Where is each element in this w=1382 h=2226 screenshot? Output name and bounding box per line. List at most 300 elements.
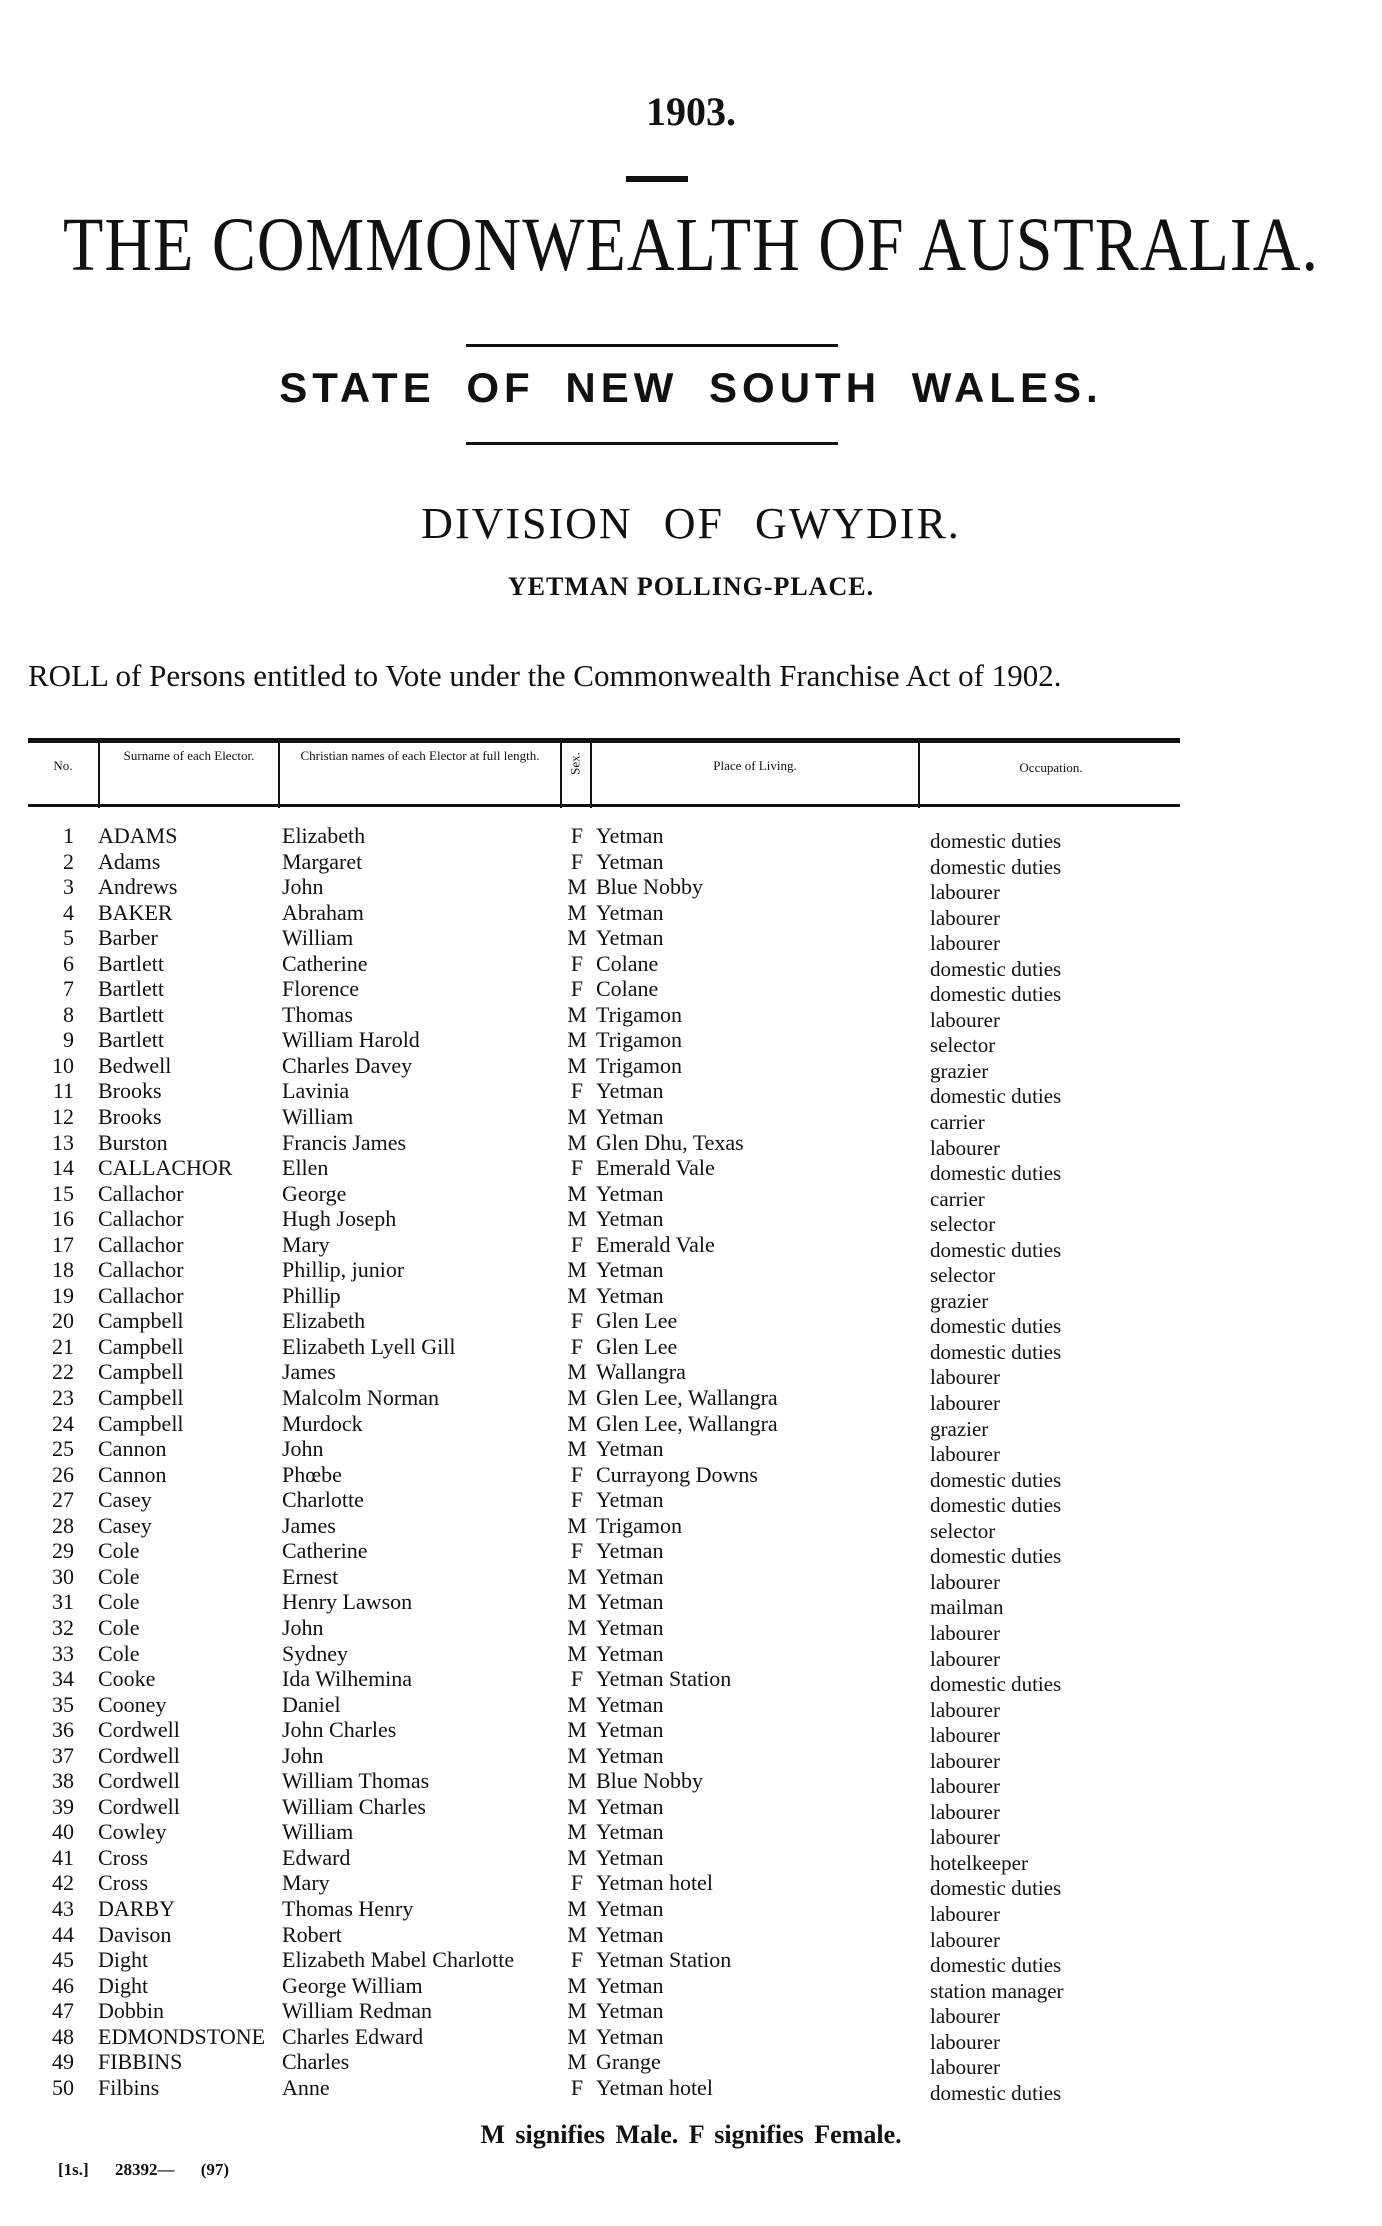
elector-occupation: grazier [930,1058,989,1083]
elector-sex: M [567,1614,587,1640]
elector-sex: M [567,1640,587,1666]
elector-surname: Cordwell [98,1742,180,1768]
elector-christian-names: Hugh Joseph [282,1206,397,1232]
elector-sex: M [567,1180,587,1206]
elector-place-of-living: Yetman [596,1972,664,1998]
elector-surname: Cordwell [98,1717,180,1743]
elector-occupation: domestic duties [930,2080,1062,2105]
elector-occupation: labourer [930,931,1000,956]
elector-christian-names: John [282,874,324,900]
elector-christian-names: Charles [282,2049,350,2075]
table-row [0,1972,1382,2003]
elector-christian-names: William [282,1819,354,1845]
elector-place-of-living: Yetman [596,1921,664,1947]
elector-christian-names: Mary [282,1870,330,1896]
elector-sex: M [567,1027,587,1053]
elector-occupation: labourer [930,1620,1000,1645]
elector-place-of-living: Emerald Vale [596,1231,715,1257]
elector-sex: M [567,1921,587,1947]
elector-place-of-living: Glen Dhu, Texas [596,1129,744,1155]
elector-occupation: labourer [930,1391,1000,1416]
elector-christian-names: Thomas [282,1001,353,1027]
elector-number: 12 [52,1104,74,1130]
elector-number: 38 [52,1768,74,1794]
elector-number: 26 [52,1461,74,1487]
elector-place-of-living: Yetman [596,1819,664,1845]
table-row [0,1691,1382,1722]
elector-place-of-living: Yetman [596,1538,664,1564]
elector-occupation: labourer [930,1135,1000,1160]
elector-number: 50 [52,2074,74,2100]
elector-number: 42 [52,1870,74,1896]
elector-christian-names: Florence [282,976,359,1002]
table-row [0,874,1382,905]
elector-christian-names: Malcolm Norman [282,1385,440,1411]
elector-place-of-living: Emerald Vale [596,1155,715,1181]
elector-number: 29 [52,1538,74,1564]
elector-surname: Cole [98,1614,140,1640]
elector-place-of-living: Yetman Station [596,1666,732,1692]
elector-place-of-living: Trigamon [596,1001,682,1027]
table-row [0,1231,1382,1262]
elector-christian-names: John [282,1742,324,1768]
elector-surname: Dobbin [98,1998,164,2024]
table-row [0,1001,1382,1032]
table-row [0,2049,1382,2080]
elector-surname: Casey [98,1512,152,1538]
elector-sex: F [570,1078,584,1104]
table-row [0,1640,1382,1671]
elector-number: 37 [52,1742,74,1768]
column-header-place: Place of Living. [713,758,797,773]
elector-sex: M [567,1282,587,1308]
polling-place-heading: YETMAN POLLING-PLACE. [507,572,875,601]
elector-place-of-living: Glen Lee [596,1333,678,1359]
elector-christian-names: Edward [282,1844,351,1870]
elector-sex: M [567,874,587,900]
elector-sex: F [570,1870,584,1896]
table-row [0,976,1382,1007]
elector-surname: Cole [98,1538,140,1564]
elector-place-of-living: Yetman [596,1487,664,1513]
elector-surname: Callachor [98,1206,184,1232]
table-row [0,1257,1382,1288]
elector-sex: M [567,1819,587,1845]
elector-sex: F [570,2074,584,2100]
elector-occupation: domestic duties [930,1161,1062,1186]
elector-sex: M [567,1410,587,1436]
elector-place-of-living: Yetman [596,1180,664,1206]
elector-occupation: domestic duties [930,1672,1062,1697]
elector-surname: Campbell [98,1333,184,1359]
elector-place-of-living: Glen Lee, Wallangra [596,1385,778,1411]
elector-place-of-living: Yetman [596,1998,664,2024]
elector-number: 10 [52,1052,74,1078]
elector-sex: F [570,1231,584,1257]
elector-place-of-living: Yetman [596,848,664,874]
elector-christian-names: Thomas Henry [282,1895,414,1921]
elector-place-of-living: Colane [596,976,659,1002]
elector-sex: F [570,1308,584,1334]
elector-christian-names: William Harold [282,1027,420,1053]
elector-number: 21 [52,1333,74,1359]
elector-surname: Cole [98,1563,140,1589]
elector-number: 40 [52,1819,74,1845]
elector-occupation: labourer [930,1774,1000,1799]
elector-sex: M [567,2049,587,2075]
table-row [0,1947,1382,1978]
elector-place-of-living: Glen Lee, Wallangra [596,1410,778,1436]
elector-occupation: labourer [930,1748,1000,1773]
elector-occupation: grazier [930,1288,989,1313]
elector-christian-names: Francis James [282,1129,407,1155]
elector-occupation: hotelkeeper [930,1850,1028,1875]
elector-christian-names: Charlotte [282,1487,364,1513]
elector-occupation: labourer [930,905,1000,930]
elector-number: 46 [52,1972,74,1998]
table-row [0,1870,1382,1901]
elector-place-of-living: Yetman [596,1895,664,1921]
elector-christian-names: Elizabeth Mabel Charlotte [282,1947,515,1973]
elector-surname: Cordwell [98,1793,180,1819]
table-header-rule [28,804,1180,807]
elector-place-of-living: Yetman hotel [596,2074,713,2100]
table-row [0,1180,1382,1211]
elector-surname: Cowley [98,1819,167,1845]
elector-occupation: labourer [930,1927,1000,1952]
elector-occupation: labourer [930,1569,1000,1594]
elector-christian-names: Charles Davey [282,1052,413,1078]
elector-occupation: labourer [930,1723,1000,1748]
elector-occupation: labourer [930,1365,1000,1390]
elector-christian-names: Elizabeth [282,823,366,848]
elector-surname: Cole [98,1640,140,1666]
elector-sex: M [567,1895,587,1921]
elector-christian-names: John Charles [282,1717,397,1743]
elector-occupation: labourer [930,1007,1000,1032]
elector-place-of-living: Trigamon [596,1052,682,1078]
elector-place-of-living: Yetman [596,1844,664,1870]
elector-place-of-living: Yetman [596,1589,664,1615]
elector-surname: Cordwell [98,1768,180,1794]
roll-caption: ROLL of Persons entitled to Vote under the Commonwealth Franchise Act of 1902. [28,658,1062,693]
elector-surname: Cole [98,1589,140,1615]
elector-number: 7 [63,976,74,1002]
table-row [0,1589,1382,1620]
table-row [0,1436,1382,1467]
elector-place-of-living: Yetman [596,2023,664,2049]
table-row [0,1819,1382,1850]
elector-number: 20 [52,1308,74,1334]
column-divider [918,740,920,808]
elector-surname: BAKER [98,899,173,925]
elector-place-of-living: Colane [596,950,659,976]
elector-sex: F [570,1155,584,1181]
elector-surname: Adams [98,848,161,874]
elector-number: 23 [52,1385,74,1411]
elector-occupation: selector [930,1033,996,1058]
elector-sex: M [567,1972,587,1998]
divider-rule [466,442,838,445]
elector-sex: M [567,1104,587,1130]
elector-number: 43 [52,1895,74,1921]
table-row [0,2074,1382,2105]
divider-rule [466,344,838,347]
elector-number: 13 [52,1129,74,1155]
elector-place-of-living: Yetman [596,1257,664,1283]
elector-christian-names: Lavinia [282,1078,350,1104]
elector-place-of-living: Yetman [596,1691,664,1717]
elector-surname: Callachor [98,1282,184,1308]
elector-christian-names: James [282,1359,336,1385]
elector-christian-names: George [282,1180,347,1206]
table-row [0,1104,1382,1135]
elector-sex: M [567,1717,587,1743]
sex-legend: M signifies Male. F signifies Female. [480,2120,902,2149]
elector-place-of-living: Yetman [596,925,664,951]
elector-surname: Cannon [98,1436,167,1462]
column-header-no: No. [53,758,73,773]
elector-surname: Bartlett [98,1001,164,1027]
elector-christian-names: James [282,1512,336,1538]
table-row [0,1512,1382,1543]
elector-sex: M [567,1589,587,1615]
elector-surname: Cooke [98,1666,156,1692]
table-row [0,1895,1382,1926]
table-row [0,1078,1382,1109]
elector-number: 16 [52,1206,74,1232]
elector-place-of-living: Yetman [596,1614,664,1640]
elector-place-of-living: Wallangra [596,1359,686,1385]
table-row [0,1206,1382,1237]
elector-christian-names: Abraham [282,899,364,925]
elector-place-of-living: Yetman [596,1104,664,1130]
elector-number: 44 [52,1921,74,1947]
elector-christian-names: Charles Edward [282,2023,424,2049]
elector-sex: F [570,950,584,976]
table-row [0,1155,1382,1186]
elector-number: 34 [52,1666,74,1692]
elector-sex: F [570,1487,584,1513]
elector-surname: Callachor [98,1180,184,1206]
elector-sex: M [567,1001,587,1027]
elector-christian-names: John [282,1436,324,1462]
elector-place-of-living: Yetman [596,1206,664,1232]
elector-number: 48 [52,2023,74,2049]
elector-occupation: labourer [930,2055,1000,2080]
elector-number: 3 [63,874,74,900]
elector-christian-names: Ida Wilhemina [282,1666,413,1692]
elector-number: 17 [52,1231,74,1257]
elector-number: 11 [52,1078,74,1104]
elector-number: 14 [52,1155,74,1181]
table-row [0,1563,1382,1594]
elector-christian-names: Ernest [282,1563,339,1589]
elector-surname: Cannon [98,1461,167,1487]
elector-number: 36 [52,1717,74,1743]
elector-place-of-living: Yetman [596,1563,664,1589]
elector-occupation: carrier [930,1186,985,1211]
elector-sex: M [567,899,587,925]
elector-number: 33 [52,1640,74,1666]
elector-occupation: domestic duties [930,829,1062,853]
elector-sex: M [567,1359,587,1385]
elector-occupation: selector [930,1518,996,1543]
elector-occupation: labourer [930,2029,1000,2054]
elector-surname: EDMONDSTONE [98,2023,266,2049]
elector-place-of-living: Trigamon [596,1512,682,1538]
elector-number: 47 [52,1998,74,2024]
elector-place-of-living: Yetman [596,1282,664,1308]
elector-surname: Barber [98,925,158,951]
elector-place-of-living: Yetman Station [596,1947,732,1973]
elector-sex: F [570,823,584,848]
elector-sex: F [570,1333,584,1359]
elector-number: 49 [52,2049,74,2075]
elector-number: 18 [52,1257,74,1283]
elector-christian-names: Elizabeth Lyell Gill [282,1333,456,1359]
elector-sex: M [567,1512,587,1538]
elector-occupation: domestic duties [930,854,1062,879]
elector-christian-names: Murdock [282,1410,363,1436]
elector-christian-names: George William [282,1972,423,1998]
table-row [0,950,1382,981]
elector-number: 32 [52,1614,74,1640]
elector-place-of-living: Trigamon [596,1027,682,1053]
elector-occupation: domestic duties [930,1876,1062,1901]
elector-place-of-living: Blue Nobby [596,874,703,900]
elector-surname: Casey [98,1487,152,1513]
elector-surname: Bedwell [98,1052,172,1078]
elector-occupation: grazier [930,1416,989,1441]
elector-number: 41 [52,1844,74,1870]
elector-number: 9 [63,1027,74,1053]
elector-occupation: domestic duties [930,1544,1062,1569]
column-header-surname: Surname of each Elector. [123,748,255,763]
elector-surname: Dight [98,1972,149,1998]
table-row [0,925,1382,956]
divider-rule [626,176,688,182]
elector-surname: Andrews [98,874,178,900]
elector-place-of-living: Yetman [596,1640,664,1666]
elector-surname: Bartlett [98,950,164,976]
elector-christian-names: Margaret [282,848,363,874]
elector-number: 27 [52,1487,74,1513]
elector-place-of-living: Blue Nobby [596,1768,703,1794]
elector-occupation: domestic duties [930,1953,1062,1978]
elector-christian-names: Phillip, junior [282,1257,405,1283]
elector-occupation: labourer [930,880,1000,905]
elector-surname: Filbins [98,2074,160,2100]
elector-sex: M [567,1768,587,1794]
table-row [0,1666,1382,1697]
elector-sex: F [570,1666,584,1692]
elector-number: 1 [63,823,74,848]
elector-number: 24 [52,1410,74,1436]
elector-christian-names: William Thomas [282,1768,430,1794]
elector-place-of-living: Glen Lee [596,1308,678,1334]
elector-sex: M [567,1793,587,1819]
elector-christian-names: John [282,1614,324,1640]
elector-occupation: mailman [930,1595,1004,1620]
print-footer: [1s.] 28392— (97) [58,2160,230,2179]
elector-surname: CALLACHOR [98,1155,233,1181]
elector-occupation: labourer [930,1442,1000,1467]
elector-sex: M [567,1563,587,1589]
elector-christian-names: Catherine [282,950,368,976]
table-row [0,1359,1382,1390]
elector-surname: Brooks [98,1078,162,1104]
elector-number: 25 [52,1436,74,1462]
table-row [0,1844,1382,1875]
elector-sex: F [570,1461,584,1487]
table-row [0,1998,1382,2029]
elector-christian-names: Daniel [282,1691,341,1717]
elector-number: 8 [63,1001,74,1027]
elector-occupation: labourer [930,1799,1000,1824]
elector-christian-names: Phœbe [282,1461,342,1487]
elector-occupation: domestic duties [930,1237,1062,1262]
elector-occupation: domestic duties [930,1314,1062,1339]
table-row [0,1333,1382,1364]
table-row [0,1129,1382,1160]
elector-surname: Campbell [98,1308,184,1334]
elector-place-of-living: Yetman hotel [596,1870,713,1896]
elector-surname: Davison [98,1921,172,1947]
table-row [0,1538,1382,1569]
elector-sex: M [567,1257,587,1283]
elector-occupation: domestic duties [930,1493,1062,1518]
elector-occupation: domestic duties [930,1084,1062,1109]
elector-sex: F [570,1538,584,1564]
elector-christian-names: William [282,925,354,951]
elector-christian-names: William [282,1104,354,1130]
elector-place-of-living: Yetman [596,1078,664,1104]
elector-surname: DARBY [98,1895,176,1921]
state-heading: STATE OF NEW SOUTH WALES. [279,364,1103,411]
elector-occupation: labourer [930,1697,1000,1722]
table-row [0,1282,1382,1313]
electors-table [0,823,1382,2105]
elector-surname: Callachor [98,1231,184,1257]
column-header-sex: Sex. [567,752,583,775]
table-row [0,1742,1382,1773]
year-heading: 1903. [646,89,736,134]
elector-christian-names: Phillip [282,1282,341,1308]
table-row [0,1410,1382,1441]
elector-surname: Cooney [98,1691,167,1717]
elector-surname: Campbell [98,1410,184,1436]
elector-sex: M [567,1206,587,1232]
table-top-rule [28,738,1180,743]
elector-christian-names: Anne [282,2074,330,2100]
elector-number: 45 [52,1947,74,1973]
table-row [0,1308,1382,1339]
elector-occupation: selector [930,1212,996,1237]
elector-occupation: labourer [930,1901,1000,1926]
elector-christian-names: William Redman [282,1998,433,2024]
elector-sex: M [567,1844,587,1870]
elector-surname: Campbell [98,1359,184,1385]
table-row [0,1385,1382,1416]
table-row [0,848,1382,879]
elector-number: 5 [63,925,74,951]
elector-occupation: domestic duties [930,1467,1062,1492]
elector-surname: Bartlett [98,1027,164,1053]
table-row [0,899,1382,930]
elector-sex: F [570,848,584,874]
elector-surname: FIBBINS [98,2049,183,2075]
